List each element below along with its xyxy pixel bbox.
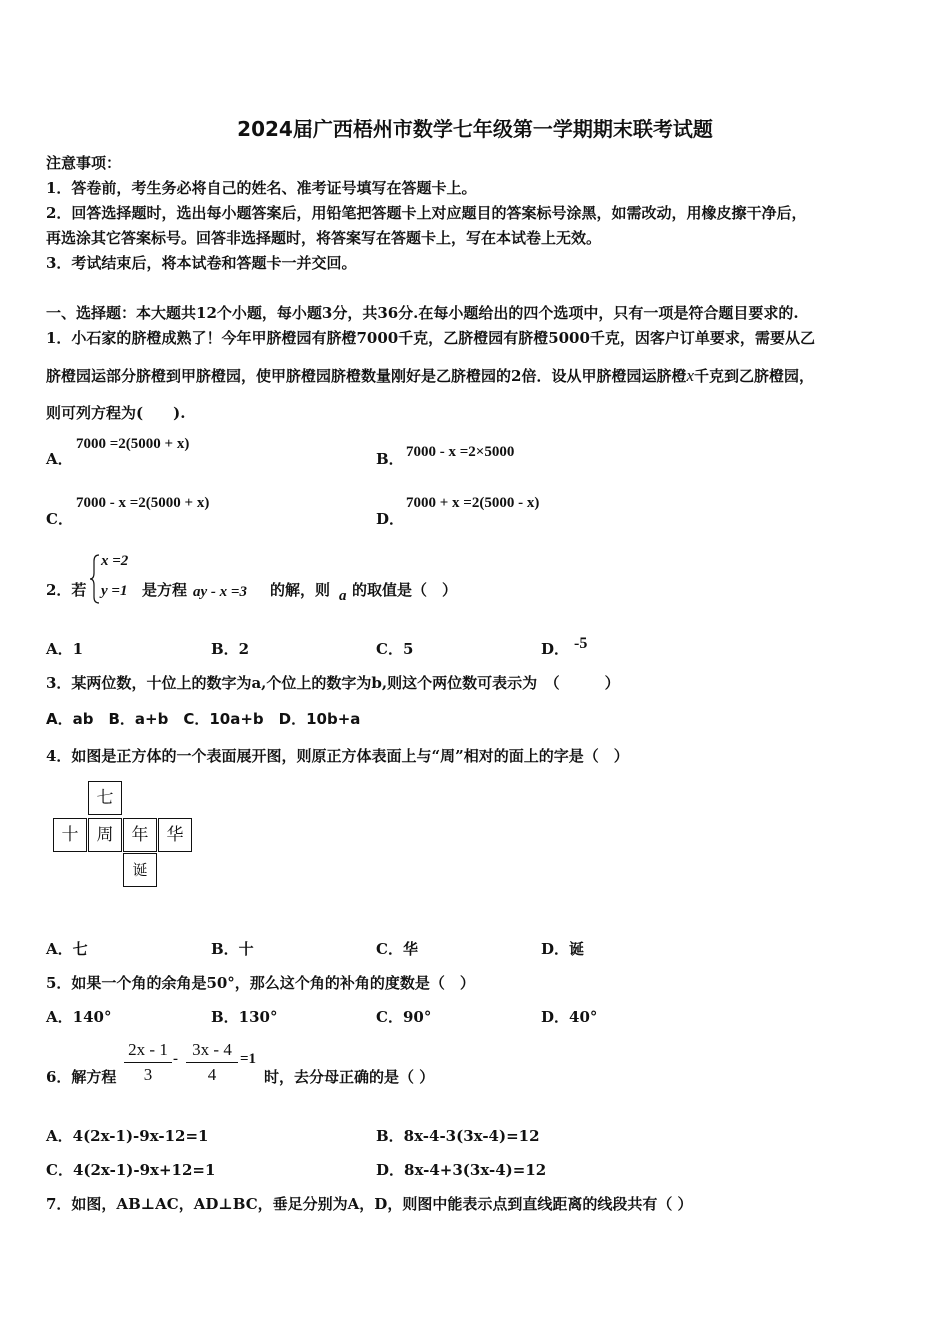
q4-option-d: D．诞 [541,940,585,958]
notice-item-1: 1．答卷前，考生务必将自己的姓名、准考证号填写在答题卡上。 [46,179,477,197]
q6-fraction-1 [124,1040,172,1085]
q1-option-c-label: C． [46,510,73,528]
q1-option-d-label: D． [376,510,405,528]
q2-equation: ay - x =3 [193,584,247,600]
q1-var-x: x [686,366,694,385]
notice-item-2a: 2．回答选择题时，选出每小题答案后，用铅笔把答题卡上对应题目的答案标号涂黑，如需改动，用橡皮擦干净后， [46,204,807,222]
q2-system-line2: y =1 [101,583,128,599]
cube-face-zhou: 周 [88,818,122,852]
page-title: 2024届广西梧州市数学七年级第一学期期末联考试题 [237,117,713,141]
q2-mid: 是方程 [142,581,188,599]
cube-face-nian: 年 [123,818,157,852]
cube-face-shi: 十 [53,818,87,852]
q1-option-d: 7000 + x =2(5000 - x) [406,495,540,511]
q1-line2-tail: 千克到乙脐橙园， [694,367,815,385]
q5-question: 5．如果一个角的余角是50°，那么这个角的补角的度数是（ ） [46,974,475,992]
q1-option-b-label: B． [376,450,404,468]
brace-icon [88,553,102,605]
q1-line1: 1．小石家的脐橙成熟了！今年甲脐橙园有脐橙7000千克，乙脐橙园有脐橙5000千克，因客户订单要求，需要从乙 [46,329,815,347]
q6-option-c: C．4(2x-1)-9x+12=1 [46,1161,216,1179]
q1-option-a-label: A． [46,450,73,468]
cube-face-dan: 诞 [123,853,157,887]
q6-equals: =1 [240,1051,257,1067]
cube-face-qi: 七 [88,781,122,815]
q4-option-a: A．七 [46,940,88,958]
q1-line2 [46,365,814,386]
q2-var-a: a [339,588,347,604]
q2-mid2: 的解，则 [270,581,331,599]
cube-face-hua: 华 [158,818,192,852]
q4-question: 4．如图是正方体的一个表面展开图，则原正方体表面上与“周”相对的面上的字是（ ） [46,747,629,765]
q6-numerator-2: 3x - 4 [192,1040,232,1059]
q2-option-c: C．5 [376,640,414,658]
q6-denominator-2: 4 [207,1065,217,1084]
q2-brace [88,553,102,605]
q6-fraction-2 [186,1040,238,1085]
q5-option-d: D．40° [541,1008,598,1026]
q6-denominator-1: 3 [143,1065,153,1084]
q6-option-a: A．4(2x-1)-9x-12=1 [46,1127,209,1145]
q1-option-c: 7000 - x =2(5000 + x) [76,495,210,511]
q6-numerator-1: 2x - 1 [128,1040,168,1059]
section-heading: 一、选择题：本大题共12个小题，每小题3分，共36分.在每小题给出的四个选项中，只有一项是符合题目要求的. [46,304,799,322]
q1-option-a: 7000 =2(5000 + x) [76,436,190,452]
q4-option-c: C．华 [376,940,418,958]
q3-options: A．ab B．a+b C．10a+b D．10b+a [46,710,361,728]
q5-option-b: B．130° [211,1008,278,1026]
q2-system-line1: x =2 [101,553,129,569]
q2-prefix: 2．若 [46,581,87,599]
q2-option-a: A．1 [46,640,84,658]
q4-option-b: B．十 [211,940,254,958]
q6-minus: - [173,1051,178,1067]
q2-tail: 的取值是（ ） [352,581,458,599]
q6-tail: 时，去分母正确的是（ ） [264,1068,435,1086]
q7-question: 7．如图，AB⊥AC，AD⊥BC，垂足分别为A，D，则图中能表示点到直线距离的线段共有（ ） [46,1195,693,1213]
q2-option-d-label: D． [541,640,570,658]
q2-option-d: -5 [574,635,588,652]
q3-question: 3．某两位数，十位上的数字为a,个位上的数字为b,则这个两位数可表示为 （ ） [46,674,620,692]
notice-heading: 注意事项： [46,154,122,172]
q6-prefix: 6．解方程 [46,1068,117,1086]
q1-option-b: 7000 - x =2×5000 [406,444,515,460]
notice-item-3: 3．考试结束后，将本试卷和答题卡一并交回。 [46,254,357,272]
q5-option-a: A．140° [46,1008,112,1026]
q1-line2-text: 脐橙园运部分脐橙到甲脐橙园，使甲脐橙园脐橙数量刚好是乙脐橙园的2倍．设从甲脐橙园运脐橙 [46,367,687,385]
notice-item-2b: 再选涂其它答案标号。回答非选择题时，将答案写在答题卡上，写在本试卷上无效。 [46,229,602,247]
q1-line3: 则可列方程为( ). [46,404,186,422]
q5-option-c: C．90° [376,1008,432,1026]
q6-option-b: B．8x-4-3(3x-4)=12 [376,1127,540,1145]
q2-option-b: B．2 [211,640,250,658]
q6-option-d: D．8x-4+3(3x-4)=12 [376,1161,547,1179]
